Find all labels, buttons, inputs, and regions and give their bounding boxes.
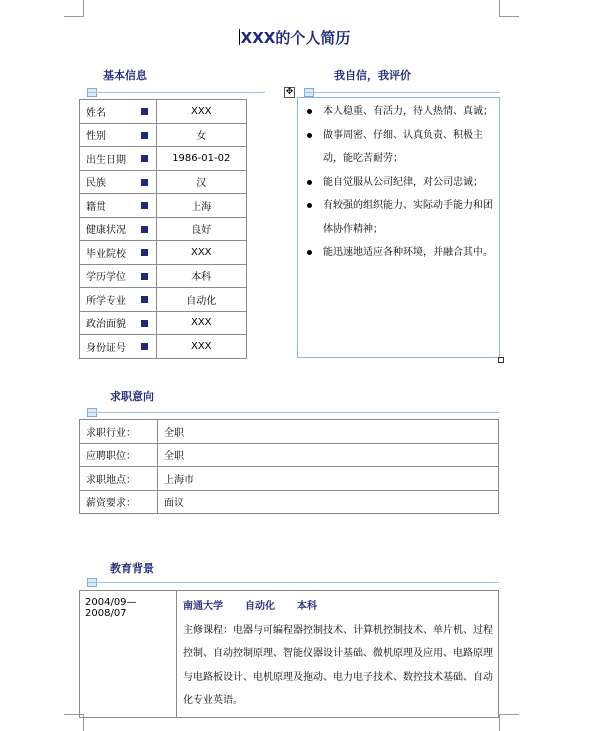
basic-info-value[interactable]: 上海 <box>156 194 247 218</box>
basic-info-label-cell[interactable] <box>80 288 157 312</box>
job-intent-row <box>80 467 499 491</box>
basic-info-value[interactable]: 汉 <box>156 170 247 194</box>
table-resize-handle[interactable] <box>498 357 504 363</box>
crop-mark-bottom-right <box>499 714 519 731</box>
job-intent-label[interactable]: 应聘职位： <box>80 443 158 467</box>
self-evaluation-item: 本人稳重、有活力，待人热情、真诚； <box>303 100 497 124</box>
basic-info-value[interactable]: XXX <box>156 100 247 124</box>
education-row <box>80 591 499 718</box>
education-heading: 教育背景 <box>110 562 154 575</box>
basic-info-label: 籍贯 <box>86 201 106 213</box>
basic-info-label: 毕业院校 <box>86 248 126 260</box>
job-intent-rule <box>87 412 499 413</box>
basic-info-label: 政治面貌 <box>86 319 126 331</box>
job-intent-value[interactable]: 面议 <box>158 490 499 514</box>
basic-info-label: 姓名 <box>86 107 106 119</box>
basic-info-label: 身份证号 <box>86 342 126 354</box>
self-evaluation-item: 能自觉服从公司纪律，对公司忠诚； <box>303 171 497 195</box>
basic-info-label-cell[interactable] <box>80 311 157 335</box>
job-intent-value[interactable]: 全职 <box>158 443 499 467</box>
basic-info-row <box>80 123 247 147</box>
self-evaluation-item: 能迅速地适应各种环境，并融合其中。 <box>303 241 497 265</box>
basic-info-row <box>80 311 247 335</box>
basic-info-label-cell[interactable] <box>80 335 157 359</box>
square-bullet-icon <box>141 155 148 162</box>
job-intent-heading: 求职意向 <box>110 390 154 403</box>
basic-info-row <box>80 147 247 171</box>
job-intent-label[interactable]: 薪资要求： <box>80 490 158 514</box>
job-intent-label[interactable]: 求职行业： <box>80 420 158 444</box>
square-bullet-icon <box>141 226 148 233</box>
basic-info-label-cell[interactable] <box>80 147 157 171</box>
basic-info-label: 民族 <box>86 178 106 190</box>
basic-info-label: 出生日期 <box>86 154 126 166</box>
square-bullet-icon <box>141 343 148 350</box>
square-bullet-icon <box>141 296 148 303</box>
basic-info-value[interactable]: XXX <box>156 241 247 265</box>
basic-info-label-cell[interactable] <box>80 217 157 241</box>
crop-mark-top-right <box>499 0 519 17</box>
basic-info-row <box>80 335 247 359</box>
basic-info-row <box>80 194 247 218</box>
page-title[interactable] <box>0 27 589 48</box>
self-evaluation-item: 有较强的组织能力、实际动手能力和团体协作精神； <box>303 194 497 241</box>
education-degree: 本科 <box>297 601 317 612</box>
basic-info-label: 学历学位 <box>86 272 126 284</box>
self-evaluation-list <box>303 100 497 265</box>
page-title-text: XXX的个人简历 <box>240 29 351 47</box>
education-date[interactable]: 2004/09—2008/07 <box>80 591 177 718</box>
basic-info-label-cell[interactable] <box>80 194 157 218</box>
job-intent-label[interactable]: 求职地点： <box>80 467 158 491</box>
basic-info-row <box>80 217 247 241</box>
square-bullet-icon <box>141 273 148 280</box>
education-rule <box>87 582 499 583</box>
basic-info-label: 性别 <box>86 131 106 143</box>
self-evaluation-heading: 我自信，我评价 <box>334 69 411 82</box>
square-bullet-icon <box>141 320 148 327</box>
education-major: 自动化 <box>245 601 275 612</box>
basic-info-row <box>80 264 247 288</box>
basic-info-label: 所学专业 <box>86 295 126 307</box>
basic-info-row <box>80 170 247 194</box>
basic-info-heading: 基本信息 <box>103 69 147 82</box>
basic-info-value[interactable]: XXX <box>156 311 247 335</box>
basic-info-value[interactable]: 1986-01-02 <box>156 147 247 171</box>
job-intent-row <box>80 490 499 514</box>
education-courses: 主修课程：电器与可编程器控制技术、计算机控制技术、单片机、过程控制、自动控制原理、智能仪器设计基础、微机原理及应用、电路原理与电路板设计、电机原理及拖动、电力电子技术、数控技术基础、自动化专业英语。 <box>183 624 493 706</box>
square-bullet-icon <box>141 249 148 256</box>
basic-info-row <box>80 288 247 312</box>
education-school-line <box>183 595 494 619</box>
basic-info-label-cell[interactable] <box>80 123 157 147</box>
education-table <box>79 590 499 718</box>
basic-info-row <box>80 100 247 124</box>
self-evaluation-item: 做事周密、仔细、认真负责、积极主动，能吃苦耐劳； <box>303 124 497 171</box>
square-bullet-icon <box>141 132 148 139</box>
square-bullet-icon <box>141 108 148 115</box>
basic-info-value[interactable]: 本科 <box>156 264 247 288</box>
job-intent-row <box>80 420 499 444</box>
job-intent-row <box>80 443 499 467</box>
basic-info-value[interactable]: 良好 <box>156 217 247 241</box>
table-move-handle-icon[interactable]: ✥ <box>285 87 294 97</box>
self-evaluation-rule <box>304 92 500 93</box>
text-cursor <box>239 29 240 45</box>
job-intent-value[interactable]: 全职 <box>158 420 499 444</box>
basic-info-label-cell[interactable] <box>80 170 157 194</box>
basic-info-label-cell[interactable] <box>80 241 157 265</box>
basic-info-table <box>79 99 247 359</box>
basic-info-label-cell[interactable] <box>80 100 157 124</box>
basic-info-label: 健康状况 <box>86 225 126 237</box>
job-intent-table <box>79 419 499 514</box>
basic-info-value[interactable]: 自动化 <box>156 288 247 312</box>
basic-info-rule <box>87 92 265 93</box>
square-bullet-icon <box>141 179 148 186</box>
basic-info-value[interactable]: 女 <box>156 123 247 147</box>
education-school: 南通大学 <box>183 601 223 612</box>
basic-info-label-cell[interactable] <box>80 264 157 288</box>
education-detail[interactable] <box>177 591 499 718</box>
square-bullet-icon <box>141 202 148 209</box>
crop-mark-top-left <box>64 0 84 17</box>
basic-info-row <box>80 241 247 265</box>
job-intent-value[interactable]: 上海市 <box>158 467 499 491</box>
basic-info-value[interactable]: XXX <box>156 335 247 359</box>
